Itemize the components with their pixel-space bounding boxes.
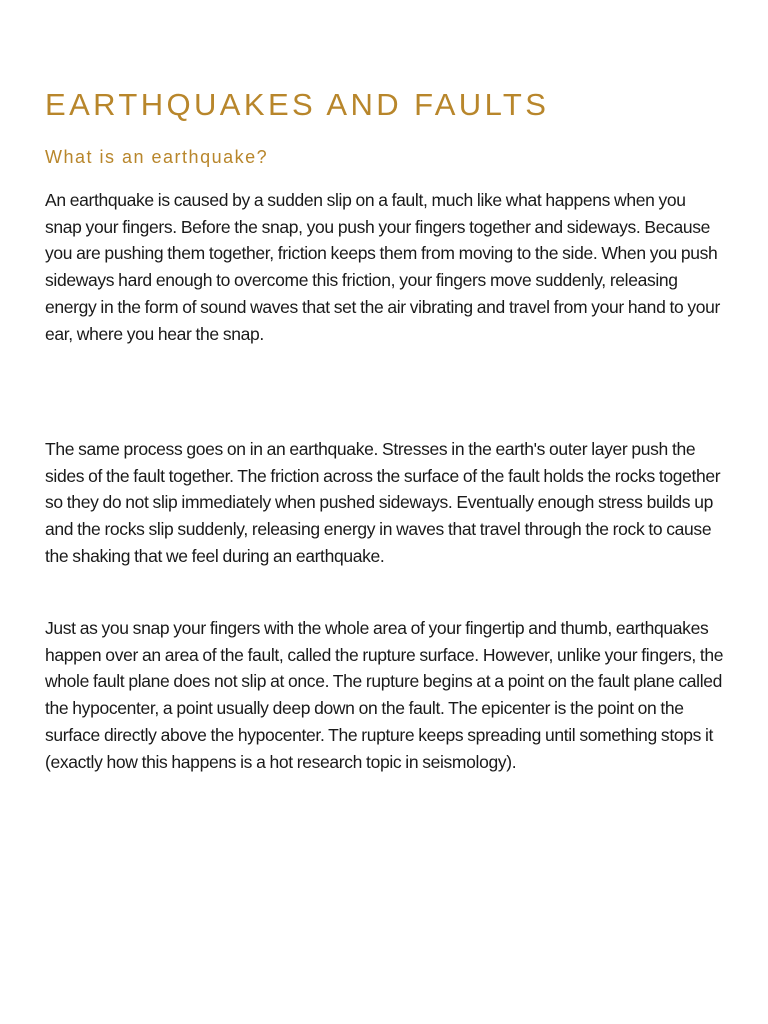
section-heading: What is an earthquake? bbox=[45, 147, 269, 167]
paragraph-2: The same process goes on in an earthquake. Stresses in the earth's outer layer push the sides of the fault together. The friction across the surface of the fault holds the rocks together so they do not slip immediately when pushed sideways. Eventually enough stress builds up and the rocks slip suddenly, releasing energy in waves that travel through the rock to cause the shaking that we feel during an earthquake. bbox=[45, 439, 721, 566]
paragraph-1: An earthquake is caused by a sudden slip on a fault, much like what happens when you snap your fingers. Before the snap, you push your fingers together and sideways. Because you are pushing them together, friction keeps them from moving to the side. When you push sideways hard enough to overcome this friction, your fingers move suddenly, releasing energy in the form of sound waves that set the air vibrating and travel from your hand to your ear, where you hear the snap. bbox=[45, 190, 721, 344]
paragraph-3: Just as you snap your fingers with the whole area of your fingertip and thumb, earthquakes happen over an area of the fault, called the rupture surface. However, unlike your fingers, the whole fault plane does not slip at once. The rupture begins at a point on the fault plane called the hypocenter, a point usually deep down on the fault. The epicenter is the point on the surface directly above the hypocenter. The rupture keeps spreading until something stops it (exactly how this happens is a hot research topic in seismology). bbox=[45, 618, 724, 772]
page-title: EARTHQUAKES AND FAULTS bbox=[45, 87, 550, 122]
